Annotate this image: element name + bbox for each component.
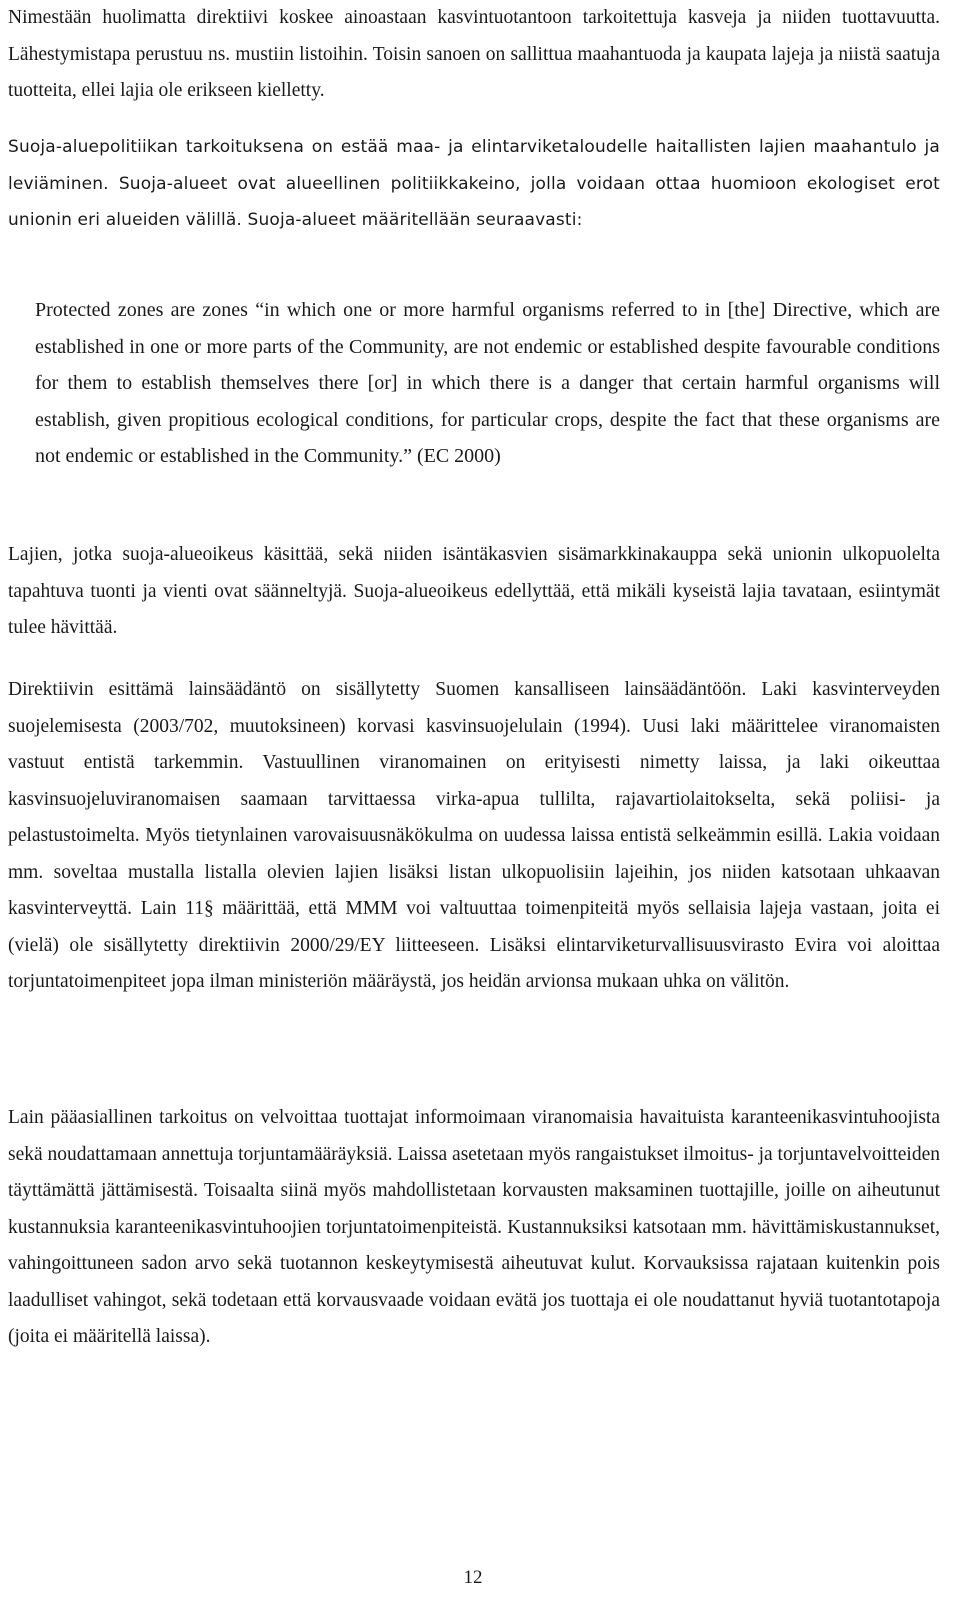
block-quote-protected-zones-definition: Protected zones are zones “in which one or more harmful organisms referred to in [the] Directive, which are established in one or more parts of the Community, are not endemic or established despite favourable conditions for them to establish themselves there [or] in which there is a danger that certain harmful organisms will establish, given propitious ecological conditions, for particular crops, despite the fact that these organisms are not endemic or established in the Community.” (EC 2000) <box>35 299 940 467</box>
paragraph-internal-market-trade: Lajien, jotka suoja-alueoikeus käsittää, sekä niiden isäntäkasvien sisämarkkinakauppa sekä unionin ulkopuolelta tapahtuva tuonti ja vienti ovat säänneltyjä. Suoja-alueoikeus edellyttää, että mikäli kyseistä lajia tavataan, esiintymät tulee hävittää. <box>8 544 940 638</box>
paragraph-law-main-purpose: Lain pääasiallinen tarkoitus on velvoittaa tuottajat informoimaan viranomaisia havaituista karanteenikasvintuhoojista sekä noudattamaan annettuja torjuntamääräyksiä. Laissa asetetaan myös rangaistukset ilmoitus- ja torjuntavelvoitteiden täyttämättä jättämisestä. Toisaalta siinä myös mahdollistetaan korvausten maksaminen tuottajille, joille on aiheutunut kustannuksia karanteenikasvintuhoojien torjuntatoimenpiteistä. Kustannuksiksi katsotaan mm. hävittämiskustannukset, vahingoittuneen sadon arvo sekä tuotannon keskeytymisestä aiheutuvat kulut. Korvauksissa rajataan kuitenkin pois laadulliset vahingot, sekä todetaan että korvausvaade voidaan evätä jos tuottaja ei ole noudattanut hyviä tuotantotapoja (joita ei määritellä laissa). <box>8 1107 940 1347</box>
page-number: 12 <box>463 1567 483 1588</box>
paragraph-national-legislation: Direktiivin esittämä lainsäädäntö on sisällytetty Suomen kansalliseen lainsäädäntöön. Laki kasvinterveyden suojelemisesta (2003/702, muutoksineen) korvasi kasvinsuojelulain (1994). Uusi laki määrittelee viranomaisten vastuut entistä tarkemmin. Vastuullinen viranomainen on erityisesti nimetty laissa, ja laki oikeuttaa kasvinsuojeluviranomaisen saamaan tarvittaessa virka-apua tullilta, rajavartiolaitokselta, sekä poliisi- ja pelastustoimelta. Myös tietynlainen varovaisuusnäkökulma on uudessa laissa entistä selkeämmin esillä. Lakia voidaan mm. soveltaa mustalla listalla olevien lajien lisäksi listan ulkopuolisiin lajeihin, jos niiden katsotaan uhkaavan kasvinterveyttä. Lain 11§ määrittää, että MMM voi valtuuttaa toimenpiteitä myös sellaisia lajeja vastaan, joita ei (vielä) ole sisällytetty direktiivin 2000/29/EY liitteeseen. Lisäksi elintarviketurvallisuusvirasto Evira voi aloittaa torjuntatoimenpiteet jopa ilman ministeriön määräystä, jos heidän arvionsa mukaan uhka on välitön. <box>8 679 940 992</box>
paragraph-directive-scope: Nimestään huolimatta direktiivi koskee ainoastaan kasvintuotantoon tarkoitettuja kasveja ja niiden tuottavuutta. Lähestymistapa perustuu ns. mustiin listoihin. Toisin sanoen on sallittua maahantuoda ja kaupata lajeja ja niistä saatuja tuotteita, ellei lajia ole erikseen kielletty. <box>8 7 940 101</box>
paragraph-protected-zones-policy: Suoja-aluepolitiikan tarkoituksena on estää maa- ja elintarviketaloudelle haitallisten lajien maahantulo ja leviäminen. Suoja-alueet ovat alueellinen politiikkakeino, jolla voidaan ottaa huomioon ekologiset erot unionin eri alueiden välillä. Suoja-alueet määritellään seuraavasti: <box>8 137 940 230</box>
